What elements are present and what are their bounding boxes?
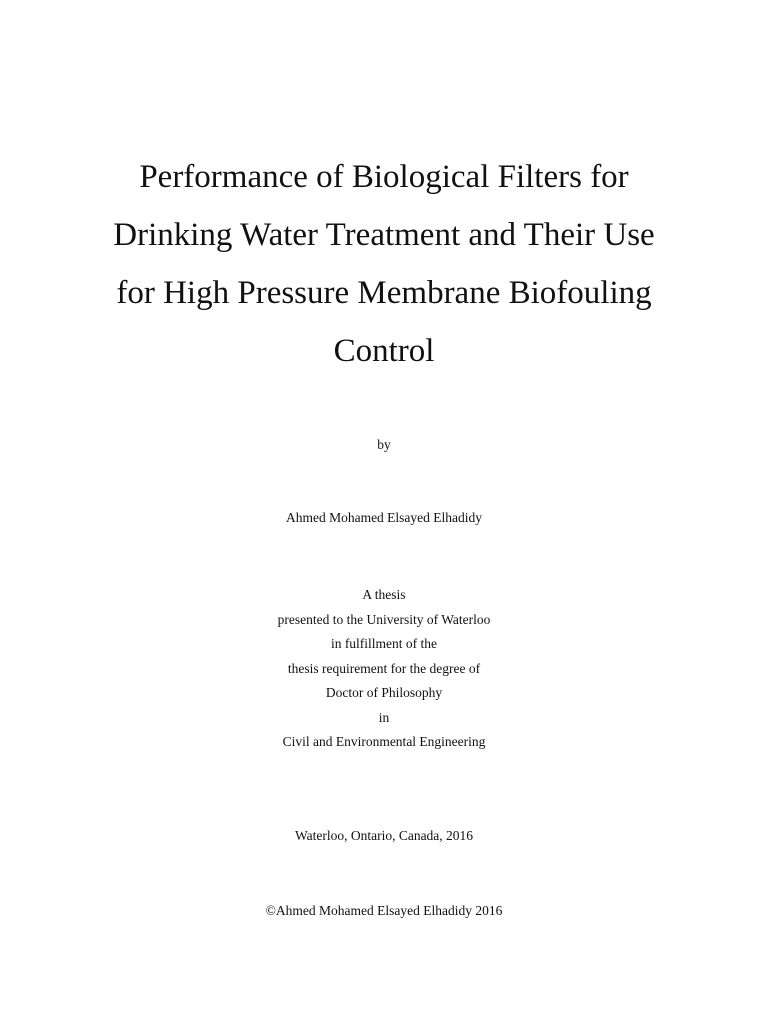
- thesis-line-2: presented to the University of Waterloo: [277, 611, 491, 627]
- title-line-4: Control: [333, 333, 435, 369]
- title-line-3: for High Pressure Membrane Biofouling: [116, 275, 652, 311]
- thesis-line-6: in: [378, 709, 390, 725]
- author-name: Ahmed Mohamed Elsayed Elhadidy: [285, 510, 483, 525]
- thesis-line-4: thesis requirement for the degree of: [287, 660, 481, 676]
- thesis-line-7: Civil and Environmental Engineering: [282, 734, 486, 749]
- thesis-title: [0, 148, 768, 380]
- copyright-notice: ©Ahmed Mohamed Elsayed Elhadidy 2016: [265, 903, 503, 918]
- title-line-2: Drinking Water Treatment and Their Use: [113, 217, 655, 253]
- by-label: by: [377, 437, 391, 452]
- thesis-line-5: Doctor of Philosophy: [325, 685, 443, 700]
- title-line-1: Performance of Biological Filters for: [139, 159, 629, 195]
- thesis-statement: [0, 583, 768, 755]
- thesis-line-1: A thesis: [362, 587, 406, 602]
- thesis-line-3: in fulfillment of the: [330, 636, 438, 651]
- location-year: Waterloo, Ontario, Canada, 2016: [294, 828, 474, 843]
